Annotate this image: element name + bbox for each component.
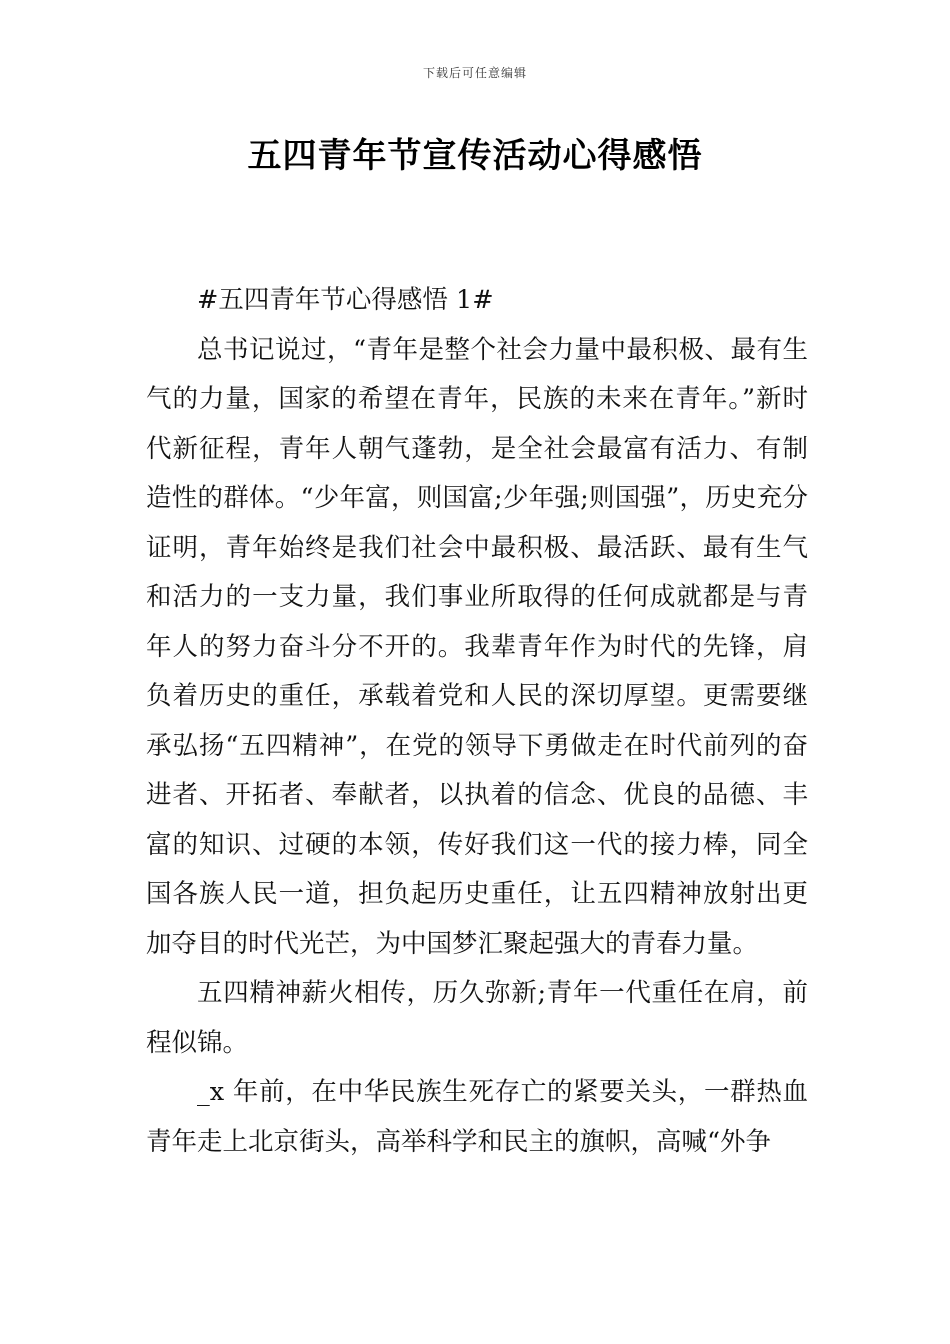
- paragraph-1: 总书记说过，“青年是整个社会力量中最积极、最有生气的力量，国家的希望在青年，民族的未来在青年。”新时代新征程，青年人朝气蓬勃，是全社会最富有活力、有制造性的群体。“少年富，则国富;少年强;则国强”，历史充分证明，青年始终是我们社会中最积极、最活跃、最有生气和活力的一支力量，我们事业所取得的任何成就都是与青年人的努力奋斗分不开的。我辈青年作为时代的先锋，肩负着历史的重任，承载着党和人民的深切厚望。更需要继承弘扬“五四精神”，在党的领导下勇做走在时代前列的奋进者、开拓者、奉献者，以执着的信念、优良的品德、丰富的知识、过硬的本领，传好我们这一代的接力棒，同全国各族人民一道，担负起历史重任，让五四精神放射出更加夺目的时代光芒，为中国梦汇聚起强大的青春力量。: [146, 334, 808, 959]
- paragraph-2: 五四精神薪火相传，历久弥新;青年一代重任在肩，前程似锦。: [146, 978, 808, 1058]
- document-title: 五四青年节宣传活动心得感悟: [247, 136, 703, 176]
- document-body: [146, 276, 808, 1167]
- header-note: 下载后可任意编辑: [422, 66, 527, 80]
- paragraph-3: _x 年前，在中华民族生死存亡的紧要关头，一群热血青年走上北京街头，高举科学和民主的旗帜，高喊“外争: [146, 1077, 808, 1157]
- section-heading: #五四青年节心得感悟 1#: [197, 285, 494, 315]
